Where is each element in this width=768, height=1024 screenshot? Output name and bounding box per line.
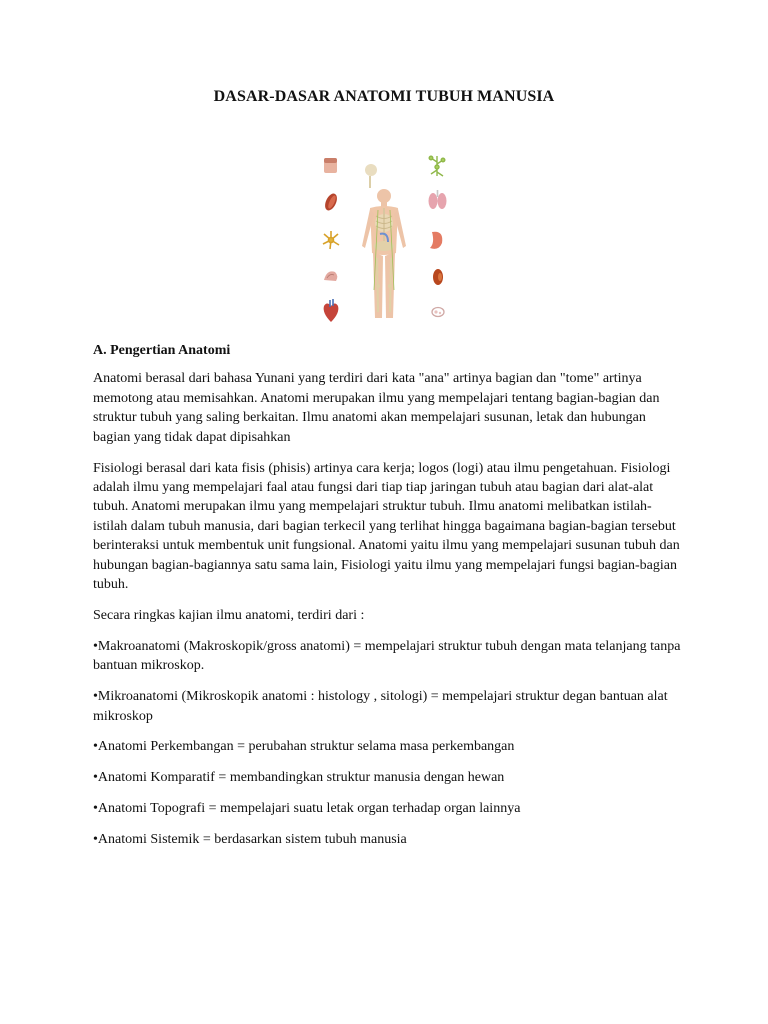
nerve-cell-icon bbox=[323, 231, 339, 249]
list-item-sistemik: •Anatomi Sistemik = berdasarkan sistem tubuh manusia bbox=[93, 832, 407, 848]
lungs-icon bbox=[429, 190, 447, 209]
list-item-komparatif: •Anatomi Komparatif = membandingkan struktur manusia dengan hewan bbox=[93, 770, 505, 786]
ovary-icon bbox=[432, 308, 444, 317]
human-body-figure bbox=[362, 189, 406, 318]
kidney-icon bbox=[433, 269, 443, 285]
list-item-perkembangan: •Anatomi Perkembangan = perubahan struktur selama masa perkembangan bbox=[93, 739, 515, 755]
anatomy-illustration bbox=[318, 150, 450, 325]
list-item-makroanatomi: •Makroanatomi (Makroskopik/gross anatomi) = mempelajari struktur tubuh dengan mata telanjang tanpa bantuan mikroskop. bbox=[93, 638, 681, 674]
paragraph-anatomi: Anatomi berasal dari bahasa Yunani yang terdiri dari kata "ana" artinya bagian dan "tome" artinya memotong atau memisahkan. Anatomi merupakan ilmu yang mempelajari tentang bagian-bagian dan struktur tubuh yang saling berkaitan. Ilmu anatomi akan mempelajari susunan, letak dan hubungan bagian yang tidak dapat dipisahkan bbox=[93, 371, 660, 445]
heart-icon bbox=[324, 299, 339, 322]
skin-icon bbox=[324, 158, 337, 173]
muscle-icon bbox=[323, 192, 340, 213]
paragraph-ringkas: Secara ringkas kajian ilmu anatomi, terdiri dari : bbox=[93, 607, 365, 623]
list-item-topografi: •Anatomi Topografi = mempelajari suatu letak organ terhadap organ lainnya bbox=[93, 801, 521, 817]
paragraph-fisiologi: Fisiologi berasal dari kata fisis (phisis) artinya cara kerja; logos (logi) atau ilmu pengetahuan. Fisiologi adalah ilmu yang mempelajari faal atau fungsi dari tiap tiap jaringan tubuh atau bagian dari alat-alat tubuh. Anatomi merupakan ilmu yang mempelajari struktur tubuh. Ilmu anatomi melibatkan istilah-istilah dalam tubuh manusia, dari bagian terkecil yang terlihat hingga bagaimana bagian-bagian tersebut berinteraksi untuk membentuk unit fungsional. Anatomi yaitu ilmu yang mempelajari susunan tubuh dan hubungan bagian-bagiannya satu sama lain, Fisiologi yaitu ilmu yang mempelajari fungsi bagian-bagian tubuh. bbox=[93, 460, 680, 592]
page-title: DASAR-DASAR ANATOMI TUBUH MANUSIA bbox=[213, 88, 555, 105]
list-item-mikroanatomi: •Mikroanatomi (Mikroskopik anatomi : histology , sitologi) = mempelajari struktur degan bantuan alat mikroskop bbox=[93, 689, 668, 724]
section-heading: A. Pengertian Anatomi bbox=[93, 343, 231, 358]
stomach-icon bbox=[430, 232, 442, 249]
brain-icon bbox=[324, 271, 337, 281]
main-content bbox=[93, 341, 683, 861]
skull-icon bbox=[365, 164, 377, 188]
lymph-icon bbox=[429, 156, 445, 176]
